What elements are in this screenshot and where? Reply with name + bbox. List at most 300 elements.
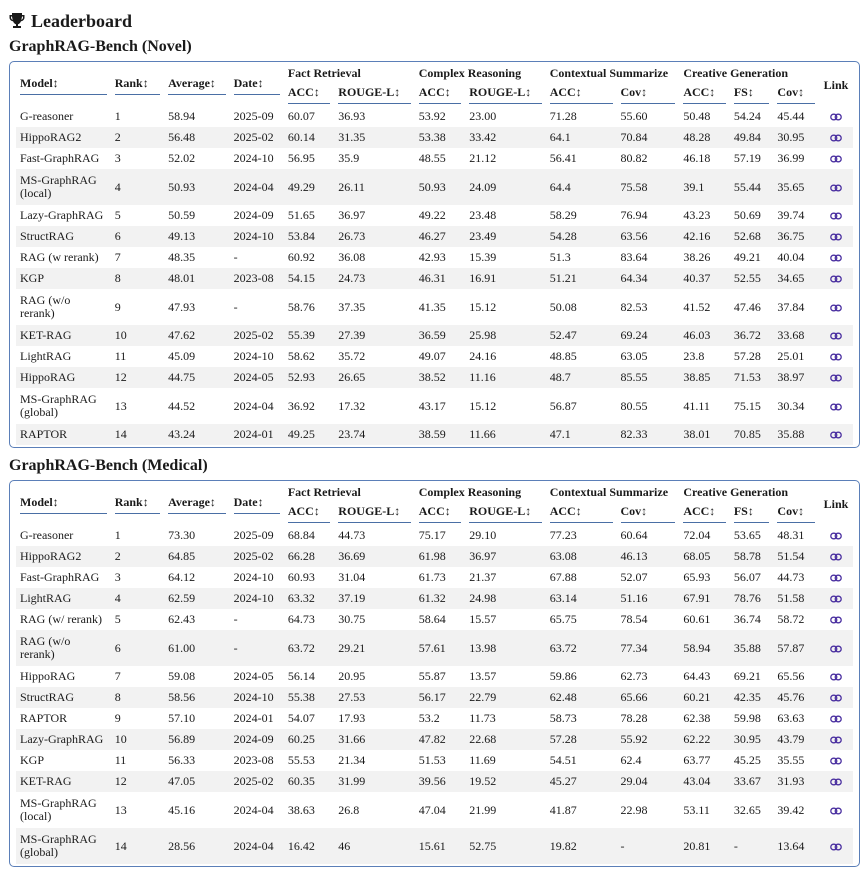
table-cell: 53.38 [418,130,446,144]
table-cell: 44.52 [168,398,196,413]
link-cell[interactable] [819,546,853,567]
table-cell: 17.32 [338,398,366,413]
link-chain-icon[interactable] [830,353,842,361]
table-cell: 29.10 [469,528,497,542]
table-cell: 15.39 [469,250,497,264]
model-name-cell: Fast-GraphRAG [20,570,100,584]
table-cell: 36.59 [418,328,446,342]
table-cell: 24.16 [469,349,497,363]
link-chain-icon[interactable] [830,374,842,382]
metric-group-header: Contextual Summarize [549,484,669,499]
table-cell: 20.95 [338,669,366,683]
metric-column-header[interactable] [334,501,414,525]
table-cell: 45.16 [168,802,196,817]
table-cell: 58.56 [168,690,196,704]
table-cell: 64.1 [549,130,571,144]
link-chain-icon[interactable] [830,233,842,241]
column-header-label: Rank↕ [115,76,160,95]
table-cell: 6 [114,640,121,655]
table-cell: 75.17 [418,528,446,542]
link-cell[interactable] [819,609,853,630]
link-column-header: Link [823,77,849,92]
table-cell: 47.1 [549,427,571,441]
metric-column-header[interactable] [679,501,730,525]
column-header-label: Model↕ [20,76,107,95]
table-cell: 38.26 [683,250,711,264]
table-cell: 83.64 [620,250,648,264]
table-cell: 72.04 [683,528,711,542]
table-cell: 63.56 [620,229,648,243]
link-chain-icon[interactable] [830,532,842,540]
table-cell: 48.55 [418,151,446,165]
model-name-cell: RAPTOR [20,711,68,725]
table-cell: 9 [114,711,121,725]
table-cell: 24.09 [469,179,497,194]
table-cell: 23.49 [469,229,497,243]
table-cell: 49.29 [287,179,315,194]
table-cell: 2024-04 [233,802,274,817]
table-cell: 2024-05 [233,370,274,384]
table-cell: 2025-02 [233,774,274,788]
table-row [16,346,853,367]
link-chain-icon[interactable] [830,574,842,582]
link-cell[interactable] [819,792,853,828]
table-cell: 62.73 [620,669,648,683]
table-cell: 8 [114,271,121,285]
model-name-cell: HippoRAG2 [20,130,82,144]
table-cell: 2 [114,549,121,563]
table-cell: 38.01 [683,427,711,441]
table-cell: 45.27 [549,774,577,788]
table-cell: 60.35 [287,774,315,788]
table-cell: 2024-01 [233,427,274,441]
average-column-header[interactable] [164,64,230,106]
table-cell: 52.93 [287,370,315,384]
table-cell: 68.84 [287,528,315,542]
table-row [16,567,853,588]
table-cell: 11.66 [469,427,496,441]
table-cell: 40.04 [777,250,805,264]
link-cell[interactable] [819,567,853,588]
table-cell: 80.55 [620,398,648,413]
table-cell: 45.76 [777,690,805,704]
table-cell: 75.58 [620,179,648,194]
table-row [16,792,853,828]
link-chain-icon[interactable] [830,212,842,220]
table-cell: 63.77 [683,753,711,767]
table-cell: 65.66 [620,690,648,704]
table-cell: 32.65 [733,802,761,817]
table-cell: 12 [114,370,127,384]
link-cell[interactable] [819,388,853,424]
date-column-header[interactable] [230,483,284,525]
link-chain-icon[interactable] [830,403,842,411]
table-cell: 15.61 [418,838,446,853]
table-cell: 48.85 [549,349,577,363]
metric-column-header[interactable] [465,82,545,106]
table-cell: 53.92 [418,109,446,123]
table-cell: 59.08 [168,669,196,683]
link-chain-icon[interactable] [830,332,842,340]
metric-column-header[interactable] [730,501,774,525]
table-cell: - [620,838,625,853]
table-cell: 2024-09 [233,208,274,222]
table-cell: 36.93 [338,109,366,123]
metric-column-header[interactable] [284,82,334,106]
table-cell: 48.7 [549,370,571,384]
table-cell: 47.04 [418,802,446,817]
link-chain-icon[interactable] [830,304,842,312]
table-cell: 51.21 [549,271,577,285]
link-cell[interactable] [819,148,853,169]
table-cell: 51.58 [777,591,805,605]
link-chain-icon[interactable] [830,595,842,603]
table-cell: 26.8 [338,802,360,817]
leaderboard-table [16,64,853,445]
table-row [16,226,853,247]
model-name-cell: StructRAG [20,690,74,704]
table-cell: 56.17 [418,690,446,704]
link-cell[interactable] [819,828,853,864]
table-cell: 23.8 [683,349,705,363]
link-cell[interactable] [819,666,853,687]
table-row [16,666,853,687]
table-cell: 56.14 [287,669,315,683]
table-cell: 70.85 [733,427,761,441]
table-cell: 39.1 [683,179,705,194]
table-cell: 80.82 [620,151,648,165]
table-cell: 54.15 [287,271,315,285]
table-cell: 14 [114,838,127,853]
table-cell: 2025-09 [233,528,274,542]
link-cell[interactable] [819,346,853,367]
metric-column-header[interactable] [617,82,680,106]
table-cell: 35.65 [777,179,805,194]
column-header-label: ACC↕ [419,85,461,104]
link-chain-icon[interactable] [830,715,842,723]
column-header-label: ROUGE-L↕ [469,504,541,523]
table-cell: 45.44 [777,109,805,123]
model-name-cell: KGP [20,271,45,285]
table-cell: 7 [114,250,121,264]
link-cell[interactable] [819,169,853,205]
table-cell: 75.15 [733,398,761,413]
table-cell: 35.88 [777,427,805,441]
link-chain-icon[interactable] [830,843,842,851]
table-cell: 47.62 [168,328,196,342]
table-cell: 46.03 [683,328,711,342]
metric-column-header[interactable] [334,82,414,106]
table-cell: 51.53 [418,753,446,767]
model-column-header[interactable] [16,64,111,106]
table-cell: 57.10 [168,711,196,725]
table-cell: 36.74 [733,612,761,626]
table-cell: 46.31 [418,271,446,285]
link-cell[interactable] [819,325,853,346]
column-header-label: Date↕ [234,495,280,514]
table-row [16,750,853,771]
table-cell: 17.93 [338,711,366,725]
table-cell: 58.73 [549,711,577,725]
table-cell: 27.39 [338,328,366,342]
table-cell: 70.84 [620,130,648,144]
date-column-header[interactable] [230,64,284,106]
table-cell: 58.72 [777,612,805,626]
table-cell: 11 [114,349,127,363]
table-cell: 26.11 [338,179,365,194]
metric-column-header[interactable] [730,82,774,106]
link-chain-icon[interactable] [830,553,842,561]
metric-column-header[interactable] [546,501,617,525]
link-chain-icon[interactable] [830,254,842,262]
table-cell: 30.34 [777,398,805,413]
table-cell: 63.63 [777,711,805,725]
table-cell: 2024-04 [233,398,274,413]
table-cell: 62.4 [620,753,642,767]
table-cell: 6 [114,229,121,243]
link-cell[interactable] [819,367,853,388]
column-header-label: Cov↕ [777,504,815,523]
table-cell: 77.23 [549,528,577,542]
table-cell: 36.75 [777,229,805,243]
link-cell[interactable] [819,268,853,289]
model-name-cell: Fast-GraphRAG [20,151,100,165]
table-cell: 60.64 [620,528,648,542]
table-cell: 67.88 [549,570,577,584]
table-cell: 36.97 [338,208,366,222]
table-cell: 41.52 [683,299,711,314]
link-cell[interactable] [819,750,853,771]
table-row [16,630,853,666]
link-cell[interactable] [819,247,853,268]
link-cell[interactable] [819,729,853,750]
metric-group-header: Fact Retrieval [287,484,361,499]
link-chain-icon[interactable] [830,807,842,815]
table-cell: 2024-10 [233,570,274,584]
table-cell: 2025-02 [233,328,274,342]
table-cell: 13 [114,802,127,817]
table-cell: 22.98 [620,802,648,817]
table-cell: 46.27 [418,229,446,243]
link-chain-icon[interactable] [830,694,842,702]
table-cell: 36.08 [338,250,366,264]
link-cell[interactable] [819,771,853,792]
leaderboard-table [16,483,853,864]
table-cell: 30.75 [338,612,366,626]
column-header-label: Average↕ [168,76,226,95]
table-cell: 65.75 [549,612,577,626]
table-cell: 38.52 [418,370,446,384]
table-cell: 15.12 [469,299,497,314]
table-cell: 48.35 [168,250,196,264]
table-cell: 28.56 [168,838,196,853]
column-header-label: Average↕ [168,495,226,514]
table-cell: 55.87 [418,669,446,683]
table-row [16,106,853,127]
metric-group-header: Complex Reasoning [418,65,522,80]
table-cell: 54.28 [549,229,577,243]
table-cell: 46 [338,838,351,853]
table-cell: 1 [114,109,121,123]
link-cell[interactable] [819,424,853,445]
table-cell: 42.16 [683,229,711,243]
metric-column-header[interactable] [284,501,334,525]
table-cell: 57.28 [549,732,577,746]
table-cell: 25.01 [777,349,805,363]
table-cell: 58.62 [287,349,315,363]
table-cell: 13 [114,398,127,413]
model-name-cell: G-reasoner [20,528,74,542]
table-cell: 85.55 [620,370,648,384]
table-cell: 64.12 [168,570,196,584]
link-cell[interactable] [819,106,853,127]
link-chain-icon[interactable] [830,757,842,765]
table-cell: 11 [114,753,127,767]
link-chain-icon[interactable] [830,616,842,624]
table-row [16,205,853,226]
table-cell: 3 [114,570,121,584]
table-cell: 55.39 [287,328,315,342]
link-chain-icon[interactable] [830,155,842,163]
link-cell[interactable] [819,708,853,729]
table-cell: 25.98 [469,328,497,342]
metric-column-header[interactable] [465,501,545,525]
table-cell: 58.94 [683,640,711,655]
average-column-header[interactable] [164,483,230,525]
model-name-cell: KET-RAG [20,328,72,342]
model-column-header[interactable] [16,483,111,525]
table-cell: 52.55 [733,271,761,285]
link-chain-icon[interactable] [830,778,842,786]
table-cell: 31.66 [338,732,366,746]
link-column-header: Link [823,496,849,511]
table-cell: 78.28 [620,711,648,725]
link-cell[interactable] [819,525,853,546]
metric-group-header: Creative Generation [683,484,789,499]
table-cell: 66.28 [287,549,315,563]
table-cell: 63.72 [549,640,577,655]
column-header-label: ROUGE-L↕ [338,504,410,523]
table-cell: 77.34 [620,640,648,655]
table-row [16,588,853,609]
table-cell: 65.93 [683,570,711,584]
link-cell[interactable] [819,588,853,609]
link-chain-icon[interactable] [830,184,842,192]
table-cell: 62.59 [168,591,196,605]
table-cell: 71.28 [549,109,577,123]
model-name-cell: HippoRAG [20,370,76,384]
model-name-cell: MS-GraphRAG (local) [20,796,97,823]
table-cell: 63.14 [549,591,577,605]
column-header-label: ROUGE-L↕ [469,85,541,104]
metric-column-header[interactable] [617,501,680,525]
table-cell: 30.95 [733,732,761,746]
table-cell: 52.47 [549,328,577,342]
table-cell: 10 [114,328,127,342]
rank-column-header[interactable] [111,483,164,525]
link-cell[interactable] [819,226,853,247]
link-cell[interactable] [819,687,853,708]
table-cell: 7 [114,669,121,683]
metric-column-header[interactable] [415,501,465,525]
table-cell: 26.65 [338,370,366,384]
table-cell: 36.69 [338,549,366,563]
table-cell: 21.99 [469,802,497,817]
table-cell: 78.76 [733,591,761,605]
table-cell: 51.3 [549,250,571,264]
link-cell[interactable] [819,630,853,666]
column-header-label: ACC↕ [550,85,613,104]
table-cell: 43.17 [418,398,446,413]
link-chain-icon[interactable] [830,275,842,283]
table-cell: 11.69 [469,753,496,767]
table-cell: 33.68 [777,328,805,342]
table-cell: 82.53 [620,299,648,314]
metric-column-header[interactable] [679,82,730,106]
link-cell[interactable] [819,205,853,226]
rank-column-header[interactable] [111,64,164,106]
metric-group-header: Fact Retrieval [287,65,361,80]
link-chain-icon[interactable] [830,113,842,121]
table-cell: 63.32 [287,591,315,605]
metric-column-header[interactable] [546,82,617,106]
table-cell: 39.42 [777,802,805,817]
board-title: GraphRAG-Bench (Novel) [9,38,192,55]
table-cell: 31.35 [338,130,366,144]
link-cell[interactable] [819,289,853,325]
metric-column-header[interactable] [415,82,465,106]
table-cell: 13.57 [469,669,497,683]
metric-column-header[interactable] [773,82,819,106]
table-cell: 58.78 [733,549,761,563]
table-cell: 41.87 [549,802,577,817]
table-cell: 59.86 [549,669,577,683]
table-cell: 36.92 [287,398,315,413]
link-chain-icon[interactable] [830,673,842,681]
table-row [16,367,853,388]
table-cell: 2024-10 [233,151,274,165]
table-cell: 13.98 [469,640,497,655]
table-cell: 53.65 [733,528,761,542]
table-cell: 60.61 [683,612,711,626]
table-cell: 39.74 [777,208,805,222]
link-chain-icon[interactable] [830,134,842,142]
table-cell: 23.74 [338,427,366,441]
table-cell: 60.92 [287,250,315,264]
table-cell: 49.21 [733,250,761,264]
metric-column-header[interactable] [773,501,819,525]
table-cell: 15.12 [469,398,497,413]
table-cell: 43.04 [683,774,711,788]
column-header-label: ACC↕ [288,85,330,104]
link-chain-icon[interactable] [830,645,842,653]
table-cell: 42.35 [733,690,761,704]
table-row [16,546,853,567]
table-cell: 50.93 [418,179,446,194]
table-cell: 56.95 [287,151,315,165]
link-cell[interactable] [819,127,853,148]
table-cell: 42.93 [418,250,446,264]
table-cell: 48.28 [683,130,711,144]
table-cell: 47.46 [733,299,761,314]
table-cell: - [233,640,238,655]
table-cell: 35.72 [338,349,366,363]
column-header-label: FS↕ [734,85,770,104]
link-chain-icon[interactable] [830,431,842,439]
link-chain-icon[interactable] [830,736,842,744]
table-row [16,148,853,169]
column-header-label: Cov↕ [621,85,676,104]
